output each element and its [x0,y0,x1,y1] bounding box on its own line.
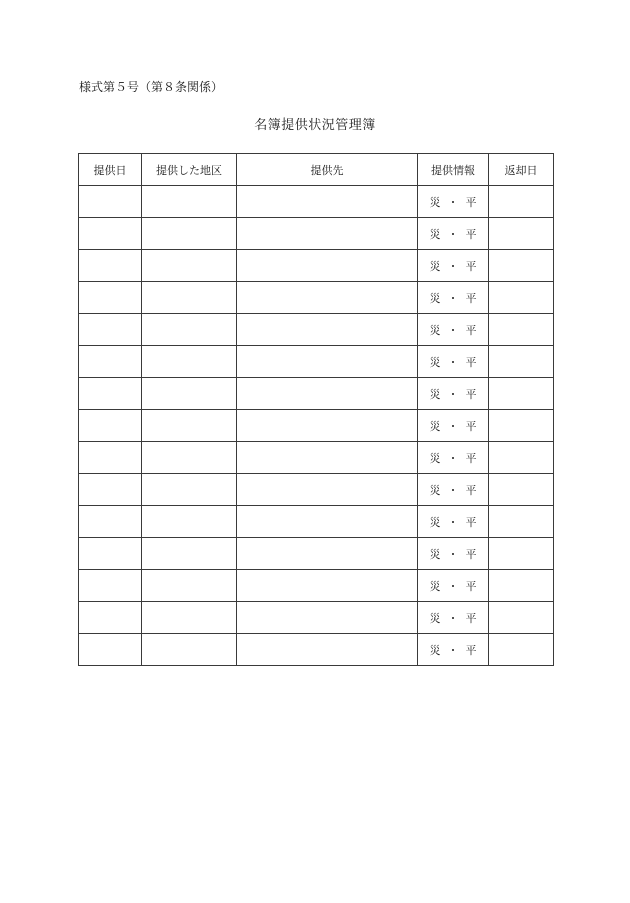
form-number: 様式第５号（第８条関係） [79,80,224,94]
info-option-disaster: 災 [429,515,441,529]
table-row [79,218,554,250]
info-separator: ・ [447,483,459,497]
return-date-cell[interactable] [489,218,554,250]
info-separator: ・ [447,451,459,465]
header-recipient: 提供先 [237,154,418,186]
info-choice [430,482,477,498]
provision-date-cell[interactable] [79,506,142,538]
info-separator: ・ [447,355,459,369]
return-date-cell[interactable] [489,410,554,442]
info-option-disaster: 災 [429,547,441,561]
district-cell[interactable] [142,538,237,570]
info-separator: ・ [447,547,459,561]
provided-info-cell[interactable] [418,442,489,474]
district-cell[interactable] [142,634,237,666]
provided-info-cell[interactable] [418,474,489,506]
info-option-disaster: 災 [429,611,441,625]
provision-date-cell[interactable] [79,186,142,218]
provided-info-cell[interactable] [418,186,489,218]
info-choice [430,642,477,658]
info-option-normal: 平 [465,419,477,433]
info-option-normal: 平 [465,355,477,369]
info-option-normal: 平 [465,611,477,625]
return-date-cell[interactable] [489,186,554,218]
info-option-disaster: 災 [429,579,441,593]
info-option-normal: 平 [465,227,477,241]
recipient-cell[interactable] [237,410,418,442]
info-separator: ・ [447,387,459,401]
district-cell[interactable] [142,346,237,378]
info-choice [430,354,477,370]
info-choice [430,290,477,306]
info-choice [430,450,477,466]
info-option-normal: 平 [465,483,477,497]
provided-info-cell[interactable] [418,634,489,666]
recipient-cell[interactable] [237,186,418,218]
return-date-cell[interactable] [489,346,554,378]
recipient-cell[interactable] [237,442,418,474]
info-option-disaster: 災 [429,643,441,657]
info-option-normal: 平 [465,579,477,593]
return-date-cell[interactable] [489,378,554,410]
info-choice [430,322,477,338]
provided-info-cell[interactable] [418,378,489,410]
provision-date-cell[interactable] [79,346,142,378]
recipient-cell[interactable] [237,474,418,506]
provided-info-cell[interactable] [418,218,489,250]
return-date-cell[interactable] [489,474,554,506]
table-row [79,186,554,218]
table-row [79,442,554,474]
header-return-date: 返却日 [489,154,554,186]
provided-info-cell[interactable] [418,602,489,634]
provision-date-cell[interactable] [79,378,142,410]
info-option-normal: 平 [465,259,477,273]
return-date-cell[interactable] [489,442,554,474]
provision-ledger-table [78,153,554,666]
info-option-normal: 平 [465,291,477,305]
table-row [79,474,554,506]
provided-info-cell[interactable] [418,570,489,602]
district-cell[interactable] [142,506,237,538]
header-provision-date: 提供日 [79,154,142,186]
info-option-disaster: 災 [429,387,441,401]
provision-date-cell[interactable] [79,570,142,602]
info-separator: ・ [447,611,459,625]
info-option-normal: 平 [465,195,477,209]
table-row [79,378,554,410]
district-cell[interactable] [142,250,237,282]
info-separator: ・ [447,419,459,433]
info-separator: ・ [447,515,459,529]
provided-info-cell[interactable] [418,314,489,346]
recipient-cell[interactable] [237,634,418,666]
info-separator: ・ [447,291,459,305]
provision-date-cell[interactable] [79,314,142,346]
district-cell[interactable] [142,570,237,602]
provision-date-cell[interactable] [79,634,142,666]
return-date-cell[interactable] [489,538,554,570]
provided-info-cell[interactable] [418,282,489,314]
provision-date-cell[interactable] [79,250,142,282]
provision-date-cell[interactable] [79,282,142,314]
district-cell[interactable] [142,602,237,634]
table-row [79,410,554,442]
info-option-normal: 平 [465,515,477,529]
info-option-normal: 平 [465,451,477,465]
info-option-disaster: 災 [429,323,441,337]
document-title: 名簿提供状況管理簿 [254,118,376,133]
info-separator: ・ [447,579,459,593]
table-header-row [79,154,554,186]
header-district: 提供した地区 [142,154,237,186]
info-option-normal: 平 [465,323,477,337]
district-cell[interactable] [142,410,237,442]
info-separator: ・ [447,323,459,337]
table-row [79,282,554,314]
provision-date-cell[interactable] [79,538,142,570]
district-cell[interactable] [142,378,237,410]
info-option-disaster: 災 [429,259,441,273]
district-cell[interactable] [142,186,237,218]
info-choice [430,418,477,434]
info-option-disaster: 災 [429,483,441,497]
recipient-cell[interactable] [237,378,418,410]
district-cell[interactable] [142,218,237,250]
provided-info-cell[interactable] [418,506,489,538]
recipient-cell[interactable] [237,314,418,346]
info-choice [430,386,477,402]
recipient-cell[interactable] [237,506,418,538]
return-date-cell[interactable] [489,314,554,346]
info-choice [430,194,477,210]
table-row [79,314,554,346]
return-date-cell[interactable] [489,282,554,314]
info-choice [430,546,477,562]
return-date-cell[interactable] [489,506,554,538]
table-row [79,506,554,538]
return-date-cell[interactable] [489,250,554,282]
info-option-disaster: 災 [429,451,441,465]
info-option-disaster: 災 [429,355,441,369]
district-cell[interactable] [142,282,237,314]
recipient-cell[interactable] [237,538,418,570]
table-row [79,570,554,602]
info-choice [430,514,477,530]
info-separator: ・ [447,195,459,209]
return-date-cell[interactable] [489,570,554,602]
provision-date-cell[interactable] [79,218,142,250]
district-cell[interactable] [142,314,237,346]
info-option-disaster: 災 [429,227,441,241]
district-cell[interactable] [142,474,237,506]
info-separator: ・ [447,643,459,657]
provided-info-cell[interactable] [418,250,489,282]
table-row [79,634,554,666]
info-option-disaster: 災 [429,195,441,209]
recipient-cell[interactable] [237,218,418,250]
table-body [79,186,554,666]
provided-info-cell[interactable] [418,346,489,378]
info-separator: ・ [447,259,459,273]
recipient-cell[interactable] [237,250,418,282]
provision-date-cell[interactable] [79,474,142,506]
provision-date-cell[interactable] [79,442,142,474]
info-choice [430,578,477,594]
recipient-cell[interactable] [237,346,418,378]
return-date-cell[interactable] [489,602,554,634]
recipient-cell[interactable] [237,570,418,602]
recipient-cell[interactable] [237,282,418,314]
table-row [79,602,554,634]
provided-info-cell[interactable] [418,538,489,570]
info-choice [430,610,477,626]
info-option-normal: 平 [465,643,477,657]
table-row [79,538,554,570]
header-provided-info: 提供情報 [418,154,489,186]
table-row [79,250,554,282]
info-choice [430,258,477,274]
info-option-disaster: 災 [429,419,441,433]
info-separator: ・ [447,227,459,241]
provided-info-cell[interactable] [418,410,489,442]
provision-date-cell[interactable] [79,602,142,634]
info-choice [430,226,477,242]
table-row [79,346,554,378]
district-cell[interactable] [142,442,237,474]
info-option-normal: 平 [465,547,477,561]
info-option-disaster: 災 [429,291,441,305]
provision-date-cell[interactable] [79,410,142,442]
info-option-normal: 平 [465,387,477,401]
return-date-cell[interactable] [489,634,554,666]
recipient-cell[interactable] [237,602,418,634]
